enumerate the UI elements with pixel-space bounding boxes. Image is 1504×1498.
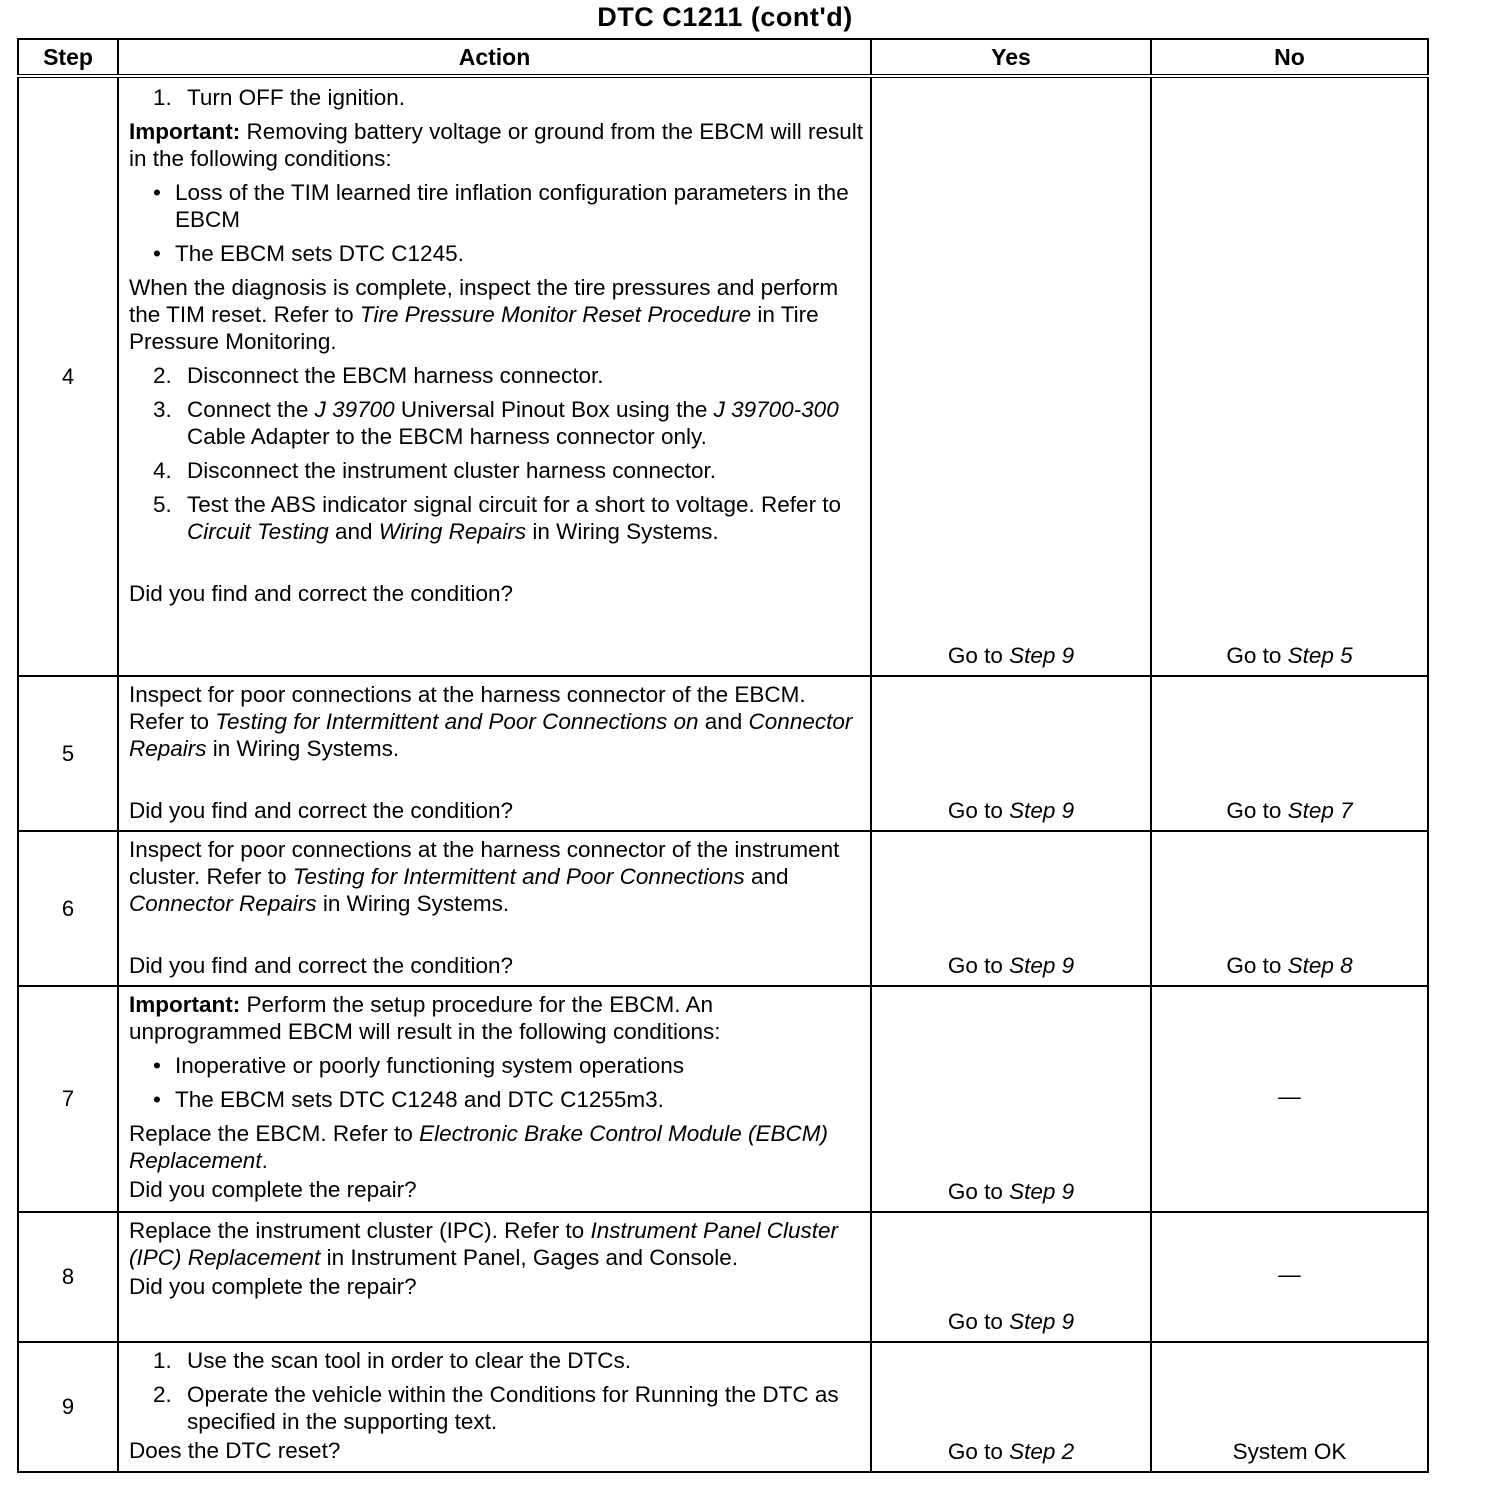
step-reference: Step 5: [1287, 643, 1353, 668]
numbered-item: 1. Turn OFF the ignition.: [153, 85, 406, 110]
numbered-item: 4. Disconnect the instrument cluster harness connector.: [153, 458, 717, 483]
bullet-item: • Loss of the TIM learned tire inflation configuration parameters in the EBCM: [153, 180, 849, 232]
action-cell: [118, 986, 871, 1212]
step-number: 9: [18, 1342, 118, 1472]
table-row: [18, 676, 1428, 831]
action-cell: [118, 1212, 871, 1342]
action-cell: [118, 676, 871, 831]
yes-cell: Go to Step 9: [871, 1212, 1151, 1342]
no-cell: —: [1151, 986, 1428, 1212]
table-row: [18, 1342, 1428, 1472]
step-reference: Step 9: [1009, 1309, 1075, 1334]
paragraph: When the diagnosis is complete, inspect the tire pressures and perform the TIM reset. Refer to Tire Pressure Monitor Reset Procedure in Tire Pressure Monitoring.: [129, 275, 839, 354]
yes-cell: Go to Step 9: [871, 986, 1151, 1212]
action-cell: [118, 1342, 871, 1472]
step-reference: Step 9: [1009, 643, 1075, 668]
paragraph: Inspect for poor connections at the harness connector of the EBCM. Refer to Testing for Intermittent and Poor Connections on and Connector Repairs in Wiring Systems.: [129, 682, 853, 761]
step-reference: Step 7: [1287, 798, 1353, 823]
action-cell: [118, 76, 871, 676]
diagnostic-table: [17, 38, 1429, 1473]
yes-cell: Go to Step 9: [871, 76, 1151, 676]
table-row: [18, 831, 1428, 986]
table-row: [18, 1212, 1428, 1342]
question: Did you complete the repair?: [129, 1274, 417, 1299]
question: Does the DTC reset?: [129, 1438, 341, 1463]
paragraph: Replace the EBCM. Refer to Electronic Brake Control Module (EBCM) Replacement.: [129, 1121, 829, 1173]
numbered-item: 2. Operate the vehicle within the Conditions for Running the DTC as specified in the supporting text.: [153, 1382, 839, 1434]
no-cell: Go to Step 5: [1151, 76, 1428, 676]
step-reference: Step 2: [1009, 1439, 1075, 1464]
question: Did you find and correct the condition?: [129, 953, 513, 978]
question: Did you find and correct the condition?: [129, 581, 513, 606]
numbered-item: 5. Test the ABS indicator signal circuit for a short to voltage. Refer to Circuit Testing and Wiring Repairs in Wiring Systems.: [153, 492, 842, 544]
no-cell: Go to Step 8: [1151, 831, 1428, 986]
step-reference: Step 9: [1009, 798, 1075, 823]
numbered-item: 3. Connect the J 39700 Universal Pinout Box using the J 39700-300 Cable Adapter to the EBCM harness connector only.: [153, 397, 839, 449]
header-no: No: [1151, 39, 1428, 76]
yes-cell: Go to Step 2: [871, 1342, 1151, 1472]
no-cell: —: [1151, 1212, 1428, 1342]
step-number: 6: [18, 831, 118, 986]
step-number: 8: [18, 1212, 118, 1342]
step-number: 5: [18, 676, 118, 831]
no-cell: Go to Step 7: [1151, 676, 1428, 831]
important-note: Important: Perform the setup procedure for the EBCM. An unprogrammed EBCM will result in the following conditions:: [129, 992, 721, 1044]
header-step: Step: [18, 39, 118, 76]
bullet-item: • The EBCM sets DTC C1245.: [153, 241, 464, 266]
page-title: DTC C1211 (cont'd): [597, 2, 853, 32]
paragraph: Inspect for poor connections at the harness connector of the instrument cluster. Refer to Testing for Intermittent and Poor Connections and Connector Repairs in Wiring Systems.: [129, 837, 840, 916]
step-reference: Step 8: [1287, 953, 1353, 978]
step-number: 7: [18, 986, 118, 1212]
question: Did you complete the repair?: [129, 1177, 417, 1202]
table-row: [18, 986, 1428, 1212]
numbered-item: 1. Use the scan tool in order to clear the DTCs.: [153, 1348, 631, 1373]
step-number: 4: [18, 76, 118, 676]
step-reference: Step 9: [1009, 1179, 1075, 1204]
numbered-item: 2. Disconnect the EBCM harness connector.: [153, 363, 604, 388]
question: Did you find and correct the condition?: [129, 798, 513, 823]
yes-cell: Go to Step 9: [871, 676, 1151, 831]
header-action: Action: [118, 39, 871, 76]
important-note: Important: Removing battery voltage or ground from the EBCM will result in the following conditions:: [129, 119, 864, 171]
yes-cell: Go to Step 9: [871, 831, 1151, 986]
step-reference: Step 9: [1009, 953, 1075, 978]
bullet-item: • Inoperative or poorly functioning system operations: [153, 1053, 685, 1078]
table-row: [18, 76, 1428, 676]
bullet-item: • The EBCM sets DTC C1248 and DTC C1255m3.: [153, 1087, 664, 1112]
paragraph: Replace the instrument cluster (IPC). Refer to Instrument Panel Cluster (IPC) Replacement in Instrument Panel, Gages and Console.: [129, 1218, 839, 1270]
no-cell: System OK: [1151, 1342, 1428, 1472]
header-yes: Yes: [871, 39, 1151, 76]
table-header-row: [18, 39, 1428, 76]
action-cell: [118, 831, 871, 986]
